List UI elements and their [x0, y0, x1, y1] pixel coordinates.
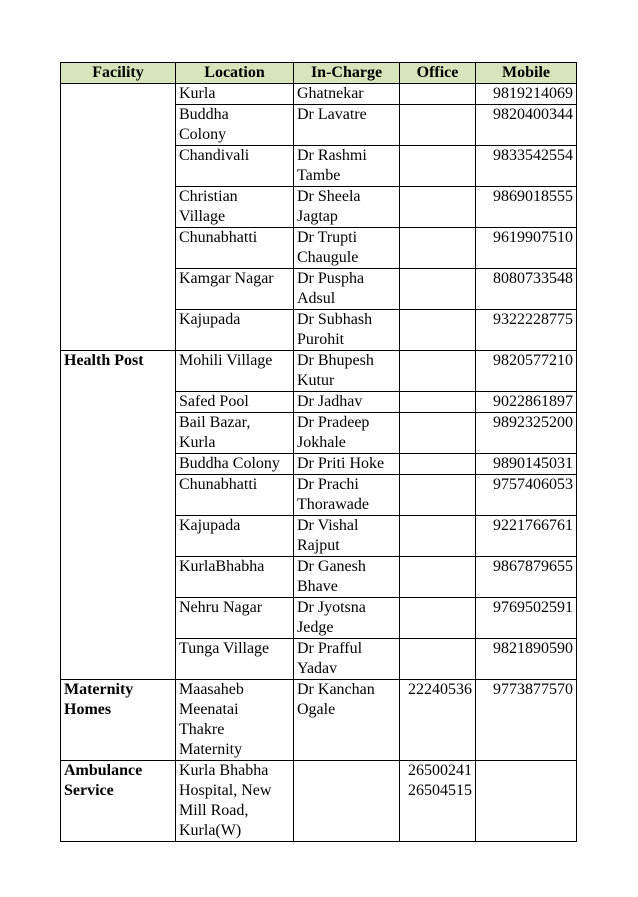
in-charge-text: Dr Jadhav — [297, 393, 363, 410]
in-charge-text: Ghatnekar — [297, 85, 364, 102]
in-charge-text: Jagtap — [297, 208, 338, 225]
office-phone-cell — [400, 105, 476, 146]
location-text: Nehru Nagar — [179, 599, 263, 616]
in-charge-cell — [294, 413, 400, 454]
office-phone-cell — [400, 146, 476, 187]
table-row — [61, 680, 577, 761]
location-text: Village — [179, 208, 226, 225]
in-charge-text: Rajput — [297, 537, 340, 554]
in-charge-cell — [294, 475, 400, 516]
location-text: Kurla — [179, 434, 216, 451]
office-phone-cell — [400, 639, 476, 680]
in-charge-text: Dr Pradeep — [297, 414, 370, 431]
in-charge-cell — [294, 146, 400, 187]
location-cell — [176, 392, 294, 413]
location-cell — [176, 761, 294, 842]
location-cell — [176, 351, 294, 392]
header-in-charge: In-Charge — [294, 63, 400, 84]
location-text: Hospital, New — [179, 782, 272, 799]
in-charge-cell — [294, 269, 400, 310]
office-phone-cell — [400, 310, 476, 351]
in-charge-text: Tambe — [297, 167, 341, 184]
mobile-phone-cell: 9769502591 — [476, 598, 577, 639]
location-cell — [176, 475, 294, 516]
mobile-phone-cell: 9820577210 — [476, 351, 577, 392]
location-text: Kajupada — [179, 311, 241, 328]
in-charge-cell — [294, 310, 400, 351]
facility-name: Ambulance — [64, 762, 143, 779]
in-charge-cell — [294, 761, 400, 842]
office-phone-cell — [400, 228, 476, 269]
facility-cell — [61, 351, 176, 680]
location-text: Mohili Village — [179, 352, 273, 369]
office-phone-text: 26504515 — [408, 782, 472, 799]
in-charge-text: Dr Subhash — [297, 311, 373, 328]
mobile-phone-cell: 9819214069 — [476, 84, 577, 105]
mobile-phone-cell: 9322228775 — [476, 310, 577, 351]
facility-name: Maternity — [64, 681, 134, 698]
table-header-row — [61, 63, 577, 84]
in-charge-text: Dr Vishal — [297, 517, 359, 534]
location-cell — [176, 413, 294, 454]
mobile-phone-cell: 9773877570 — [476, 680, 577, 761]
header-mobile: Mobile — [476, 63, 577, 84]
location-cell — [176, 310, 294, 351]
location-text: Chunabhatti — [179, 229, 258, 246]
location-text: Chunabhatti — [179, 476, 258, 493]
in-charge-text: Jokhale — [297, 434, 346, 451]
location-text: Kamgar Nagar — [179, 270, 274, 287]
location-text: Thakre — [179, 721, 225, 738]
office-phone-cell — [400, 269, 476, 310]
location-cell — [176, 516, 294, 557]
in-charge-text: Dr Bhupesh — [297, 352, 374, 369]
in-charge-text: Dr Trupti — [297, 229, 358, 246]
in-charge-text: Bhave — [297, 578, 338, 595]
location-text: Christian — [179, 188, 238, 205]
facility-name: Service — [64, 782, 114, 799]
office-phone-cell — [400, 598, 476, 639]
location-cell — [176, 228, 294, 269]
in-charge-cell — [294, 557, 400, 598]
location-cell — [176, 84, 294, 105]
facility-name: Health Post — [64, 352, 144, 369]
location-cell — [176, 639, 294, 680]
in-charge-text: Dr Prafful — [297, 640, 363, 657]
in-charge-text: Dr Sheela — [297, 188, 361, 205]
in-charge-text: Adsul — [297, 290, 336, 307]
office-phone-cell — [400, 761, 476, 842]
in-charge-text: Dr Priti Hoke — [297, 455, 385, 472]
office-phone-text: 26500241 — [408, 762, 472, 779]
header-facility: Facility — [61, 63, 176, 84]
location-cell — [176, 680, 294, 761]
in-charge-text: Purohit — [297, 331, 345, 348]
location-text: Mill Road, — [179, 802, 249, 819]
table-row — [61, 84, 577, 105]
location-cell — [176, 187, 294, 228]
mobile-phone-cell — [476, 761, 577, 842]
table-body — [61, 84, 577, 842]
facility-cell — [61, 84, 176, 351]
office-phone-cell — [400, 680, 476, 761]
mobile-phone-cell: 9821890590 — [476, 639, 577, 680]
mobile-phone-cell: 9892325200 — [476, 413, 577, 454]
facility-cell — [61, 761, 176, 842]
table-row — [61, 351, 577, 392]
mobile-phone-cell: 9757406053 — [476, 475, 577, 516]
office-phone-cell — [400, 351, 476, 392]
in-charge-text: Dr Puspha — [297, 270, 365, 287]
location-text: Colony — [179, 126, 227, 143]
in-charge-cell — [294, 228, 400, 269]
location-text: Kurla(W) — [179, 822, 242, 839]
location-text: Tunga Village — [179, 640, 270, 657]
office-phone-cell — [400, 454, 476, 475]
in-charge-cell — [294, 454, 400, 475]
in-charge-text: Dr Rashmi — [297, 147, 367, 164]
location-cell — [176, 557, 294, 598]
in-charge-cell — [294, 598, 400, 639]
in-charge-cell — [294, 84, 400, 105]
location-text: Kajupada — [179, 517, 241, 534]
mobile-phone-cell: 9820400344 — [476, 105, 577, 146]
in-charge-cell — [294, 516, 400, 557]
mobile-phone-cell: 9619907510 — [476, 228, 577, 269]
location-text: KurlaBhabha — [179, 558, 265, 575]
location-text: Buddha — [179, 106, 229, 123]
in-charge-text: Jedge — [297, 619, 334, 636]
office-phone-cell — [400, 392, 476, 413]
location-text: Maternity — [179, 741, 243, 758]
location-text: Safed Pool — [179, 393, 249, 410]
location-cell — [176, 105, 294, 146]
facility-contact-table — [60, 62, 577, 842]
mobile-phone-cell: 9890145031 — [476, 454, 577, 475]
office-phone-cell — [400, 557, 476, 598]
in-charge-cell — [294, 392, 400, 413]
in-charge-text: Yadav — [297, 660, 338, 677]
office-phone-text: 22240536 — [408, 681, 472, 698]
header-location: Location — [176, 63, 294, 84]
mobile-phone-cell: 9221766761 — [476, 516, 577, 557]
location-cell — [176, 269, 294, 310]
header-office: Office — [400, 63, 476, 84]
in-charge-text: Dr Ganesh — [297, 558, 366, 575]
in-charge-cell — [294, 351, 400, 392]
location-text: Kurla Bhabha — [179, 762, 269, 779]
location-cell — [176, 598, 294, 639]
in-charge-text: Dr Jyotsna — [297, 599, 366, 616]
in-charge-cell — [294, 639, 400, 680]
location-text: Bail Bazar, — [179, 414, 251, 431]
location-text: Meenatai — [179, 701, 239, 718]
location-cell — [176, 146, 294, 187]
office-phone-cell — [400, 413, 476, 454]
mobile-phone-cell: 9867879655 — [476, 557, 577, 598]
in-charge-text: Chaugule — [297, 249, 359, 266]
mobile-phone-cell: 9869018555 — [476, 187, 577, 228]
in-charge-cell — [294, 680, 400, 761]
in-charge-text: Ogale — [297, 701, 336, 718]
location-cell — [176, 454, 294, 475]
in-charge-text: Dr Kanchan — [297, 681, 375, 698]
mobile-phone-cell: 8080733548 — [476, 269, 577, 310]
office-phone-cell — [400, 516, 476, 557]
mobile-phone-cell: 9022861897 — [476, 392, 577, 413]
in-charge-cell — [294, 187, 400, 228]
location-text: Chandivali — [179, 147, 250, 164]
location-text: Kurla — [179, 85, 216, 102]
office-phone-cell — [400, 475, 476, 516]
facility-name: Homes — [64, 701, 112, 718]
in-charge-text: Dr Lavatre — [297, 106, 367, 123]
in-charge-text: Dr Prachi — [297, 476, 359, 493]
mobile-phone-cell: 9833542554 — [476, 146, 577, 187]
facility-cell — [61, 680, 176, 761]
office-phone-cell — [400, 84, 476, 105]
table-row — [61, 761, 577, 842]
in-charge-cell — [294, 105, 400, 146]
in-charge-text: Thorawade — [297, 496, 369, 513]
in-charge-text: Kutur — [297, 372, 335, 389]
location-text: Maasaheb — [179, 681, 244, 698]
office-phone-cell — [400, 187, 476, 228]
location-text: Buddha Colony — [179, 455, 280, 472]
